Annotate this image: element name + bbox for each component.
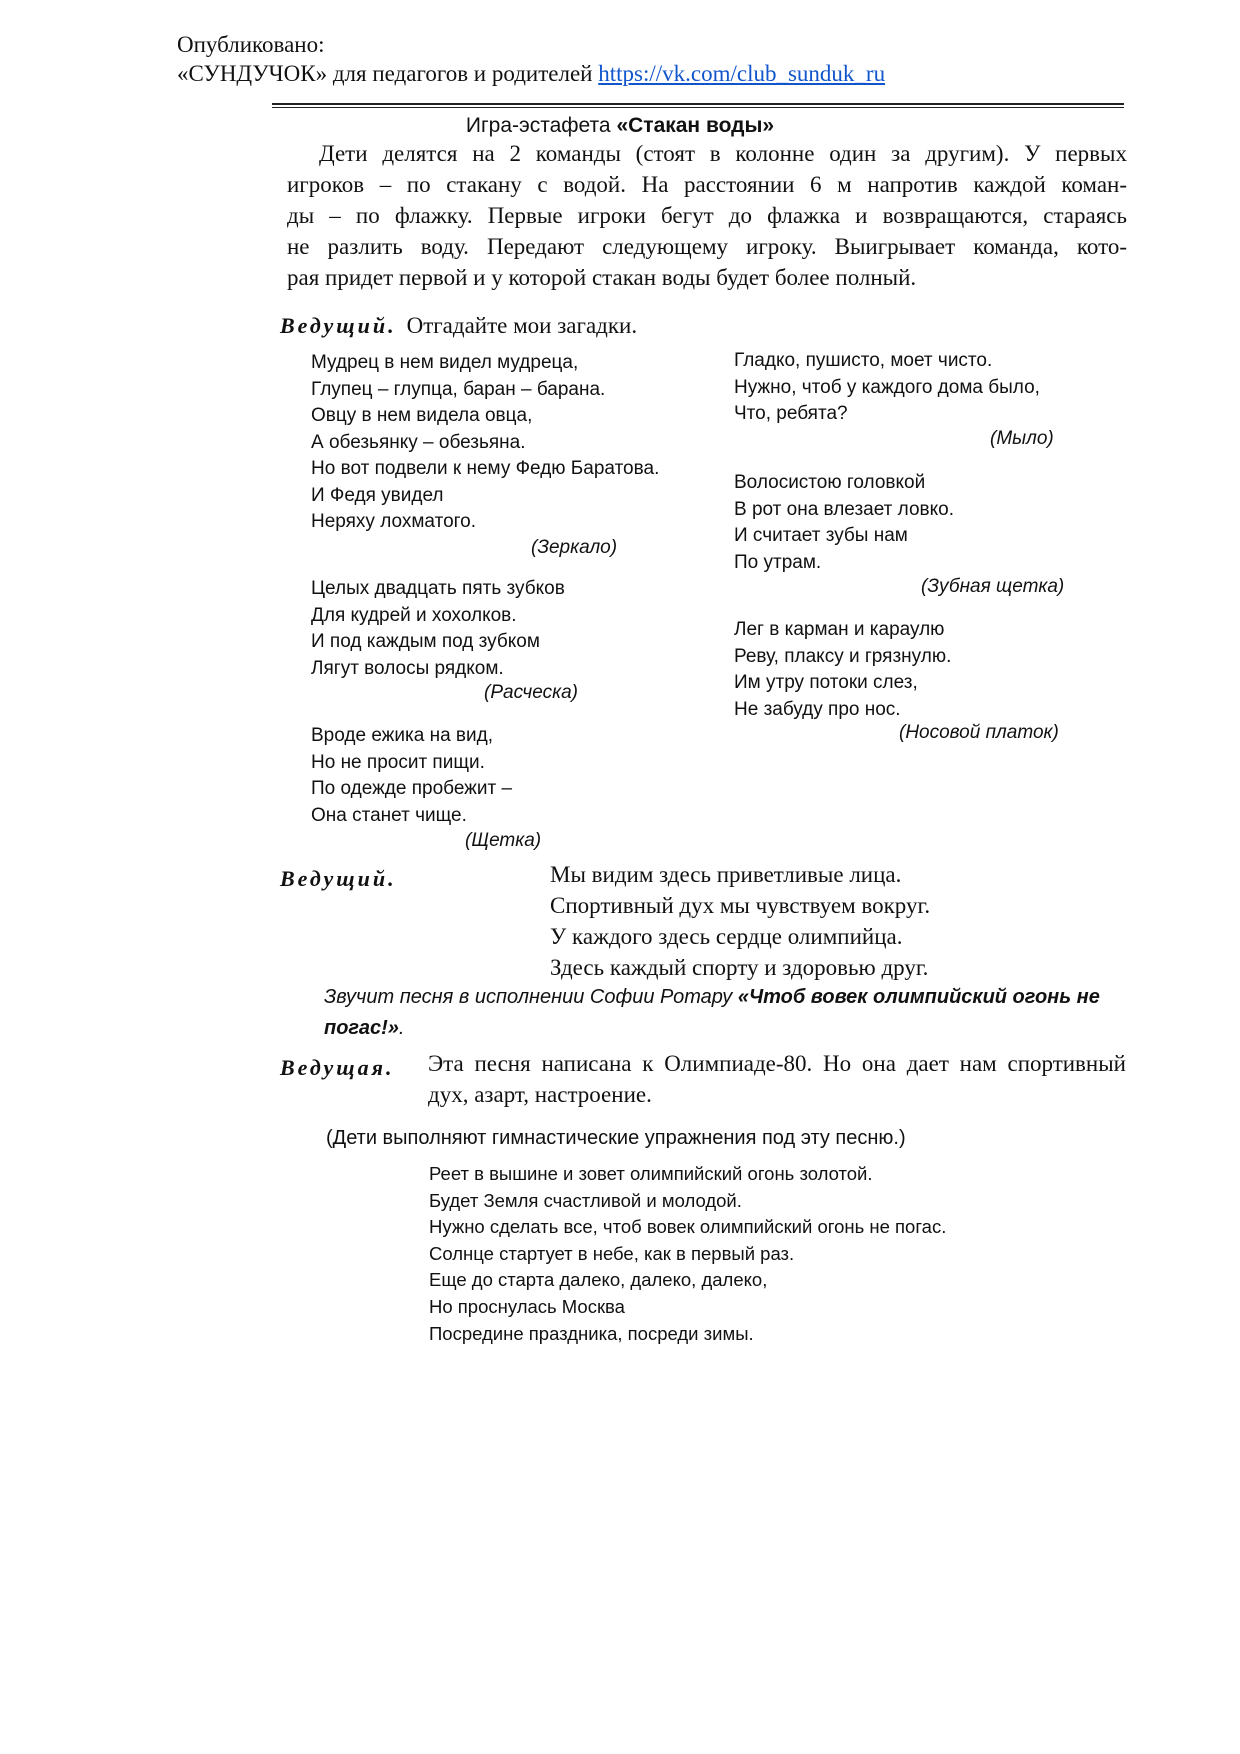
vedushchiy2-poem (550, 859, 930, 983)
song-title: «Чтоб вовек олимпийский огонь не погас!» (324, 986, 1100, 1039)
song-line: Солнце стартует в небе, как в первый раз. (429, 1242, 795, 1264)
riddle-line: По одежде пробежит – (311, 778, 513, 799)
speaker-label: Ведущий. (280, 313, 397, 338)
riddle-soap (734, 348, 1040, 428)
riddle-line: Что, ребята? (734, 403, 848, 424)
riddle-line: Волосистою головкой (734, 472, 926, 493)
riddle-line: Вроде ежика на вид, (311, 725, 493, 746)
source-line (177, 59, 885, 88)
riddle-line: Не забуду про нос. (734, 698, 901, 720)
riddle-line: И считает зубы нам (734, 525, 908, 546)
song-intro-text: Звучит песня в исполнении Софии Ротару (324, 986, 733, 1008)
riddle-answer: (Щетка) (465, 830, 542, 851)
riddle-brush (311, 723, 512, 829)
song-line: Еще до старта далеко, далеко, далеко, (429, 1269, 768, 1291)
source-label: «СУНДУЧОК» для педагогов и родителей (177, 61, 593, 86)
riddle-line: Лягут волосы рядком. (311, 657, 504, 679)
speaker-label: Ведущая. (280, 1055, 395, 1080)
vedushchaya-text: Эта песня написана к Олимпиаде-80. Но она дает нам спортивный дух, азарт, настроение. (428, 1051, 1126, 1107)
intro-line: рая придет первой и у которой стакан воды будет более полный. (287, 265, 917, 290)
riddle-line: Им утру потоки слез, (734, 672, 918, 693)
riddle-line: Она станет чище. (311, 804, 467, 826)
riddle-mirror (311, 350, 659, 536)
riddle-line: Гладко, пушисто, моет чисто. (734, 350, 993, 371)
header-rule-bottom (272, 107, 1124, 108)
riddle-answer: (Носовой платок) (899, 722, 1059, 743)
riddle-answer: (Расческа) (484, 682, 578, 703)
riddle-line: Овцу в нем видела овца, (311, 405, 533, 426)
poem-line: Спортивный дух мы чувствуем вокруг. (550, 893, 931, 918)
riddle-line: Целых двадцать пять зубков (311, 578, 565, 599)
vedushchiy1-line (280, 313, 637, 339)
riddle-handkerchief (734, 617, 951, 723)
speaker-label: Ведущий. (280, 866, 397, 891)
source-link[interactable]: https://vk.com/club_sunduk_ru (598, 61, 886, 86)
riddle-line: Глупец – глупца, баран – барана. (311, 378, 606, 400)
riddle-line: Нужно, чтоб у каждого дома было, (734, 376, 1040, 398)
riddle-line: Неряху лохматого. (311, 511, 476, 532)
riddle-line: В рот она влезает ловко. (734, 498, 954, 520)
song-line: Но проснулась Москва (429, 1295, 625, 1317)
header (177, 30, 885, 88)
riddle-answer: (Мыло) (990, 428, 1054, 449)
intro-line: игроков – по стакану с водой. На расстоянии 6 м напротив каждой коман- (287, 172, 1127, 197)
song-line: Реет в вышине и зовет олимпийский огонь золотой. (429, 1163, 873, 1184)
intro-line: Дети делятся на 2 команды (стоят в колонне один за другим). У первых (319, 141, 1127, 166)
riddle-line: Мудрец в нем видел мудреца, (311, 352, 579, 373)
song-lyrics (429, 1161, 946, 1347)
vedushchiy1-text: Отгадайте мои загадки. (406, 313, 638, 338)
riddle-line: Но вот подвели к нему Федю Баратова. (311, 458, 660, 479)
riddle-line: Для кудрей и хохолков. (311, 604, 517, 626)
song-intro (324, 982, 1126, 1044)
riddle-line: По утрам. (734, 551, 822, 573)
published-label: Опубликовано: (177, 32, 325, 57)
riddle-line: Реву, плаксу и грязнулю. (734, 645, 952, 667)
riddle-line: Но не просит пищи. (311, 751, 485, 773)
song-line: Нужно сделать все, чтоб вовек олимпийский огонь не погас. (429, 1216, 947, 1238)
game-title-prefix: Игра-эстафета (465, 114, 611, 137)
riddle-line: И Федя увидел (311, 484, 444, 506)
intro-line: не разлить воду. Передают следующему игроку. Выигрывает команда, кото- (287, 234, 1127, 259)
poem-line: Мы видим здесь приветливые лица. (550, 862, 902, 887)
exercise-note: (Дети выполняют гимнастические упражнения под эту песню.) (326, 1127, 906, 1149)
song-intro-end: . (398, 1017, 405, 1039)
riddle-answer: (Зубная щетка) (921, 576, 1065, 597)
riddle-line: Лег в карман и караулю (734, 619, 945, 640)
game-title-name: «Стакан воды» (616, 114, 775, 137)
riddle-answer: (Зеркало) (531, 537, 618, 558)
poem-line: У каждого здесь сердце олимпийца. (550, 924, 903, 949)
header-rule-top (272, 103, 1124, 105)
riddle-line: А обезьянку – обезьяна. (311, 431, 526, 453)
riddle-comb (311, 576, 565, 682)
song-line: Будет Земля счастливой и молодой. (429, 1189, 742, 1211)
song-line: Посредине праздника, посреди зимы. (429, 1322, 754, 1344)
game-description (287, 138, 1127, 293)
game-title (0, 114, 1240, 138)
riddle-toothbrush (734, 470, 954, 576)
poem-line: Здесь каждый спорту и здоровью друг. (550, 955, 929, 980)
riddle-line: И под каждым под зубком (311, 631, 540, 652)
intro-line: ды – по флажку. Первые игроки бегут до флажка и возвращаются, стараясь (287, 203, 1127, 228)
